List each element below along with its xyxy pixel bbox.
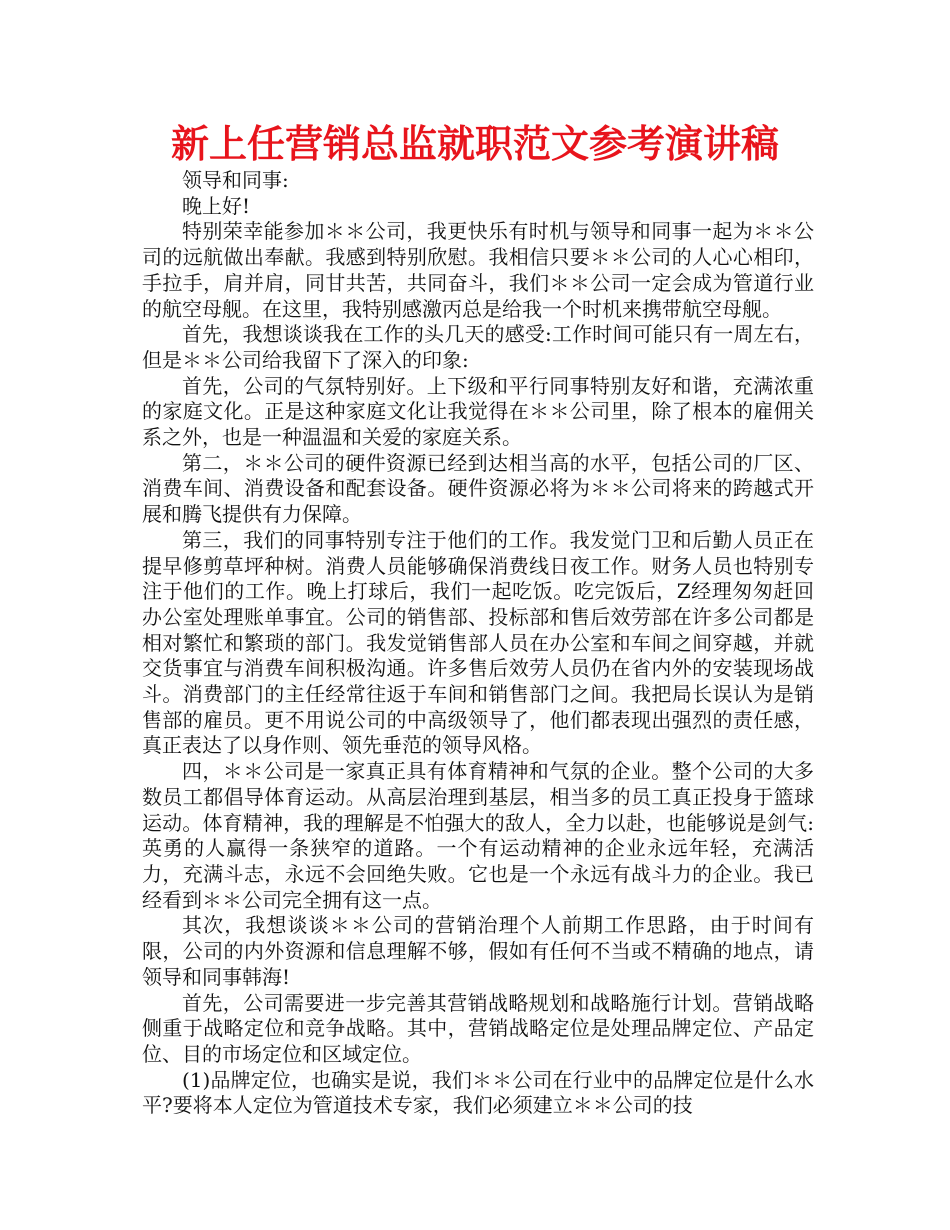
paragraph-hardware: 第二，＊＊公司的硬件资源已经到达相当高的水平，包括公司的厂区、消费车间、消费设备和配套设备。硬件资源必将为＊＊公司将来的跨越式开展和腾飞提供有力保障。 (142, 450, 814, 527)
paragraph-first-impressions: 首先，我想谈谈我在工作的头几天的感受:工作时间可能只有一周左右，但是＊＊公司给我留下了深入的印象: (142, 322, 814, 372)
paragraph-honored: 特别荣幸能参加＊＊公司，我更快乐有时机与领导和同事一起为＊＊公司的远航做出奉献。我感到特别欣慰。我相信只要＊＊公司的人心心相印，手拉手，肩并肩，同甘共苦，共同奋斗，我们＊＊公司一定会成为管道行业的航空母舰。在这里，我特别感激丙总是给我一个时机来携带航空母舰。 (142, 219, 814, 321)
paragraph-brand-positioning: (1)品牌定位，也确实是说，我们＊＊公司在行业中的品牌定位是什么水平?要将本人定位为管道技术专家，我们必须建立＊＊公司的技 (142, 1067, 814, 1118)
paragraph-sports-spirit: 四，＊＊公司是一家真正具有体育精神和气氛的企业。整个公司的大多数员工都倡导体育运动。从高层治理到基层，相当多的员工真正投身于篮球运动。体育精神，我的理解是不怕强大的敌人，全力以赴，也能够说是剑气:英勇的人赢得一条狭窄的道路。一个有运动精神的企业永远年轻，充满活力，充满斗志，永远不会回绝失败。它也是一个永远有战斗力的企业。我已经看到＊＊公司完全拥有这一点。 (142, 759, 814, 912)
paragraph-strategy: 首先，公司需要进一步完善其营销战略规划和战略施行计划。营销战略侧重于战略定位和竞争战略。其中，营销战略定位是处理品牌定位、产品定位、目的市场定位和区域定位。 (142, 990, 814, 1066)
paragraph-colleagues: 第三，我们的同事特别专注于他们的工作。我发觉门卫和后勤人员正在提早修剪草坪种树。消费人员能够确保消费线日夜工作。财务人员也特别专注于他们的工作。晚上打球后，我们一起吃饭。吃完饭后，Z经理匆匆赶回办公室处理账单事宜。公司的销售部、投标部和售后效劳部在许多公司都是相对繁忙和繁琐的部门。我发觉销售部人员在办公室和车间之间穿越，并就交货事宜与消费车间积极沟通。许多售后效劳人员仍在省内外的安装现场战斗。消费部门的主任经常往返于车间和销售部门之间。我把局长误认为是销售部的雇员。更不用说公司的中高级领导了，他们都表现出强烈的责任感，真正表达了以身作则、领先垂范的领导风格。 (142, 527, 814, 758)
paragraph-good-evening: 晚上好! (182, 193, 251, 218)
document-title: 新上任营销总监就职范文参考演讲稿 (170, 122, 779, 166)
document-body (142, 168, 814, 1119)
paragraph-greeting: 领导和同事: (182, 168, 289, 192)
paragraph-atmosphere: 首先，公司的气氛特别好。上下级和平行同事特别友好和谐，充满浓重的家庭文化。正是这种家庭文化让我觉得在＊＊公司里，除了根本的雇佣关系之外，也是一种温温和关爱的家庭关系。 (142, 373, 814, 450)
paragraph-marketing-ideas: 其次，我想谈谈＊＊公司的营销治理个人前期工作思路，由于时间有限，公司的内外资源和信息理解不够，假如有任何不当或不精确的地点，请领导和同事韩海! (142, 913, 814, 989)
